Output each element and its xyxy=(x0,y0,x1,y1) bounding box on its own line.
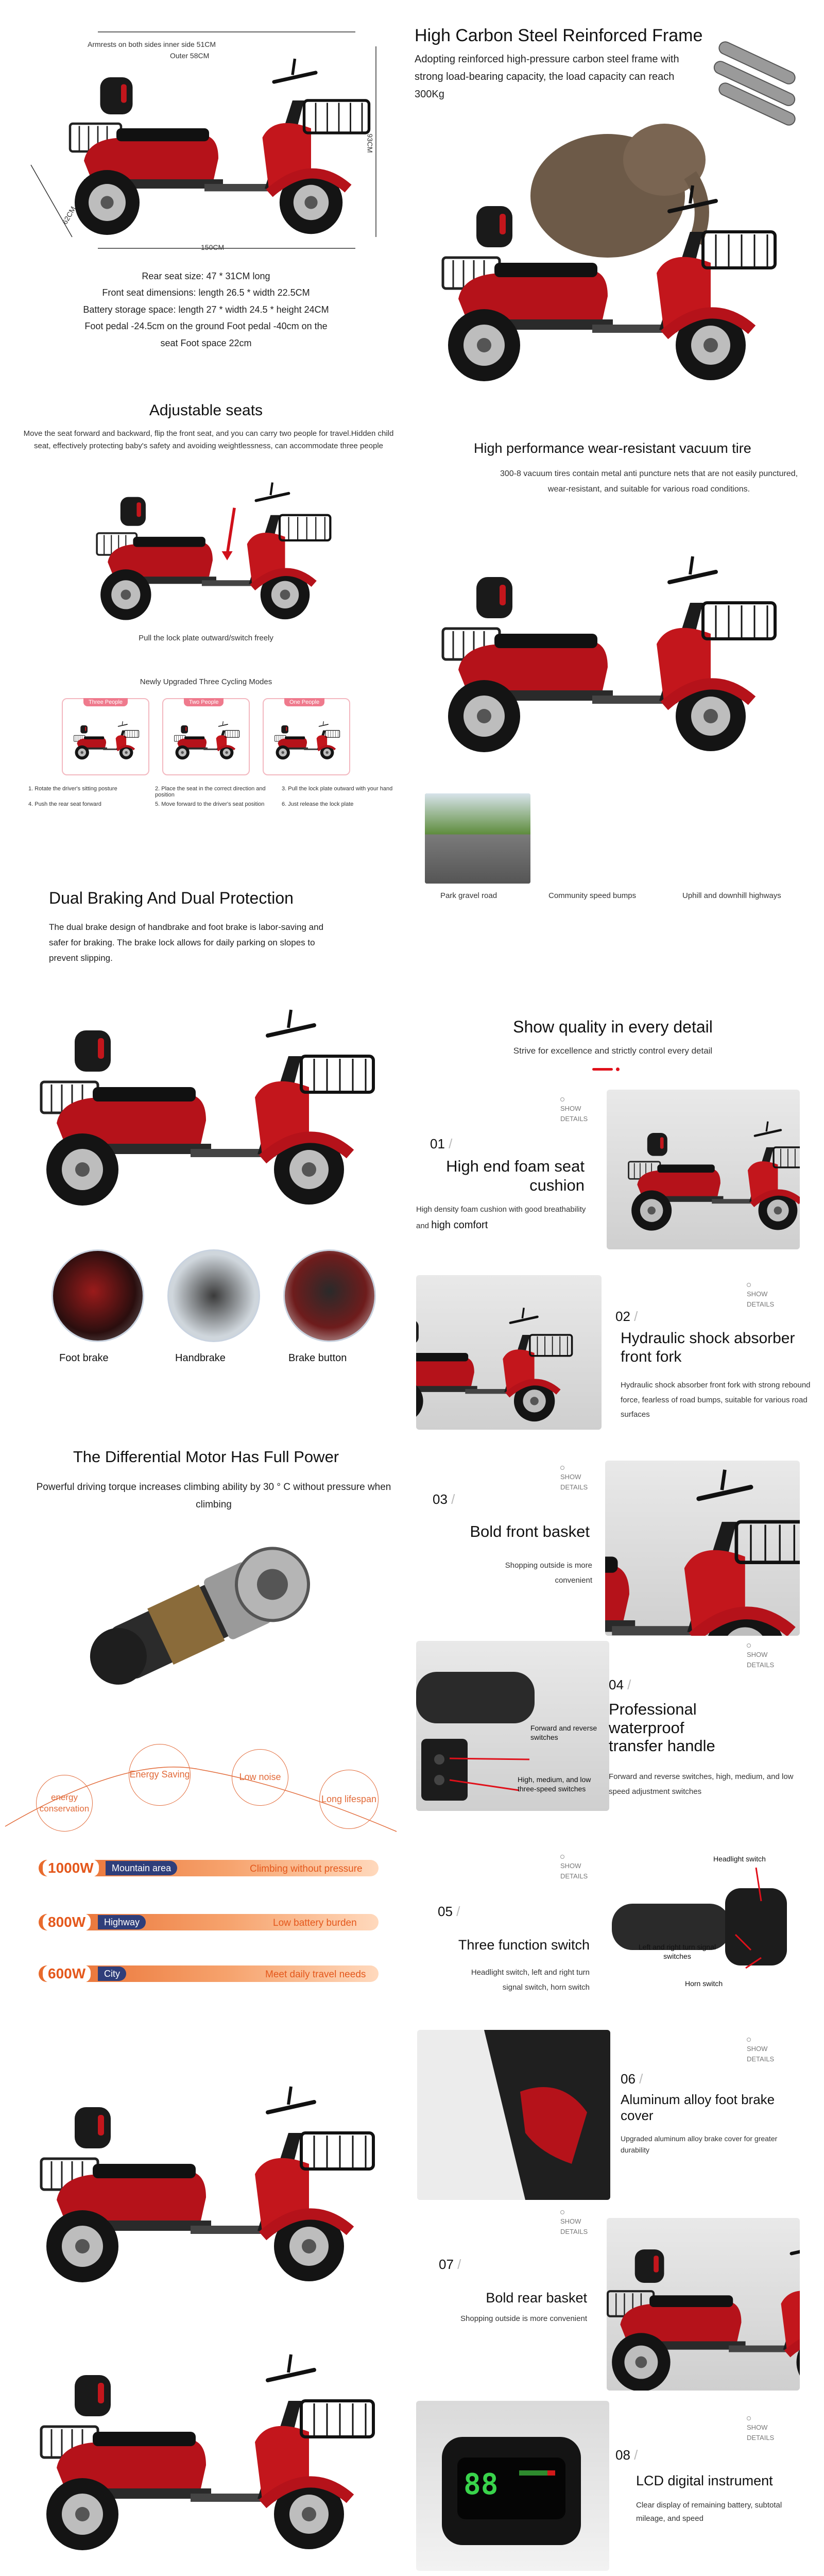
show-details-01: SHOW DETAILS xyxy=(560,1097,588,1124)
bubble-energy-saving: Energy Saving xyxy=(129,1744,191,1806)
handbrake-label: Handbrake xyxy=(175,1352,226,1364)
quality-title: Show quality in every detail xyxy=(513,1018,713,1036)
detail-desc-01: High density foam cushion with good breathability and high comfort xyxy=(416,1205,586,1231)
detail-title-05: Three function switch xyxy=(458,1937,590,1953)
detail-num-02: 02 / xyxy=(615,1309,638,1324)
detail-title-02: Hydraulic shock absorber front fork xyxy=(621,1330,795,1365)
detail-num-07: 07 / xyxy=(439,2257,461,2272)
modes-title: Newly Upgraded Three Cycling Modes xyxy=(140,677,272,686)
motor-title: The Differential Motor Has Full Power xyxy=(73,1448,339,1466)
bottom-trike-image-2 xyxy=(21,2324,402,2576)
armrest-label: Armrests on both sides inner side 51CM xyxy=(88,40,216,48)
frame-desc: Adopting reinforced high-pressure carbon steel frame with strong load-bearing capacity, the load capacity can reach 300Kg xyxy=(415,54,679,100)
step-1: 1. Rotate the driver's sitting posture xyxy=(28,786,117,792)
detail-title-08: LCD digital instrument xyxy=(636,2473,773,2488)
benefit-bubbles xyxy=(0,1734,402,1837)
detail-desc-04: Forward and reverse switches, high, medium, and low speed adjustment switches xyxy=(609,1772,794,1796)
quality-subtitle: Strive for excellence and strictly control every detail xyxy=(513,1046,713,1056)
tire-desc: 300-8 vacuum tires contain metal anti puncture nets that are not easily punctured, wear-resistant, and suitable for various road conditions. xyxy=(500,469,798,494)
scene-label-gravel: Park gravel road xyxy=(440,891,497,900)
frame-trike-image xyxy=(422,88,803,407)
show-details-05: SHOW DETAILS xyxy=(560,1855,588,1881)
detail-num-05: 05 / xyxy=(438,1904,460,1919)
handle-callout-forward: Forward and reverse switches xyxy=(530,1724,597,1742)
show-details-08: SHOW DETAILS xyxy=(747,2416,774,2443)
show-details-02: SHOW DETAILS xyxy=(747,1283,774,1309)
mode-two-people xyxy=(162,698,250,775)
scene-label-highway: Uphill and downhill highways xyxy=(682,891,781,900)
lcd-reading: 88 xyxy=(464,2468,499,2501)
foot-pedal: Foot pedal -24.5cm on the ground Foot pedal -40cm on the seat Foot space 22cm xyxy=(84,321,328,348)
motor-image xyxy=(62,1520,350,1705)
detail-desc-05: Headlight switch, left and right turn signal switch, horn switch xyxy=(471,1968,590,1992)
use-label: Highway xyxy=(98,1915,146,1929)
specs-text xyxy=(21,268,391,351)
mode-steps xyxy=(28,786,404,807)
bubble-low-noise: Low noise xyxy=(232,1749,288,1806)
modes-row xyxy=(62,698,350,791)
detail-desc-06: Upgraded aluminum alloy brake cover for greater durability xyxy=(621,2134,778,2155)
outer-label: Outer 58CM xyxy=(170,52,210,60)
tire-title: High performance wear-resistant vacuum tire xyxy=(474,440,751,456)
detail-num-08: 08 / xyxy=(615,2447,638,2463)
mode-one-people xyxy=(263,698,350,775)
foot-brake-image xyxy=(52,1249,144,1342)
title-underline xyxy=(592,1068,613,1071)
detail-desc-08: Clear display of remaining battery, subtotal mileage, and speed xyxy=(636,2501,782,2523)
benefit-1000: Climbing without pressure xyxy=(250,1863,363,1874)
detail-image-front-basket xyxy=(605,1461,800,1636)
step-3: 3. Pull the lock plate outward with your hand xyxy=(282,786,393,792)
detail-desc-02: Hydraulic shock absorber front fork with strong rebound force, fearless of road bumps, suitable for various road surfaces xyxy=(621,1381,811,1419)
mode-label: Three People xyxy=(83,698,128,706)
use-label: City xyxy=(98,1967,126,1981)
detail-image-lcd xyxy=(416,2401,609,2571)
battery-space: Battery storage space: length 27 * width 24.5 * height 24CM xyxy=(83,304,329,315)
benefit-800: Low battery burden xyxy=(273,1918,357,1928)
watt-label: 1000W xyxy=(43,1859,99,1877)
seats-trike-image xyxy=(82,459,350,644)
show-details-04: SHOW DETAILS xyxy=(747,1643,774,1670)
foot-brake-item xyxy=(49,1249,147,1352)
brake-button-image xyxy=(283,1249,376,1342)
detail-title-07: Bold rear basket xyxy=(486,2290,587,2306)
switch-callout-headlight: Headlight switch xyxy=(713,1855,766,1863)
detail-num-04: 04 / xyxy=(609,1677,631,1692)
step-6: 6. Just release the lock plate xyxy=(282,801,354,807)
road-scenes xyxy=(425,793,816,896)
bottom-trike-image-1 xyxy=(21,2056,402,2313)
brake-title: Dual Braking And Dual Protection xyxy=(49,889,294,907)
detail-image-seat xyxy=(607,1090,800,1249)
detail-image-switch xyxy=(607,1847,802,2017)
bubble-long-lifespan: Long lifespan xyxy=(319,1770,379,1829)
detail-image-rear-basket xyxy=(607,2218,800,2391)
title-underline-dot xyxy=(616,1067,620,1071)
brake-button-item xyxy=(281,1249,379,1352)
length-label: 150CM xyxy=(201,243,225,251)
detail-num-06: 06 / xyxy=(621,2071,643,2087)
rear-seat-size: Rear seat size: 47 * 31CM long xyxy=(142,271,270,281)
mode-label: One People xyxy=(284,698,324,706)
step-5: 5. Move forward to the driver's seat position xyxy=(155,801,265,807)
switch-callout-horn: Horn switch xyxy=(685,1979,723,1988)
benefit-600: Meet daily travel needs xyxy=(265,1969,366,1980)
motor-desc: Powerful driving torque increases climbing ability by 30 ° C without pressure when climbing xyxy=(36,1482,391,1511)
handbrake-image xyxy=(167,1249,260,1342)
brake-trike-image xyxy=(21,979,402,1236)
bubble-energy-conservation: energy conservation xyxy=(36,1775,93,1832)
show-details-03: SHOW DETAILS xyxy=(560,1466,588,1492)
detail-title-06: Aluminum alloy foot brake cover xyxy=(621,2092,775,2124)
mode-label: Two People xyxy=(184,698,224,706)
detail-title-03: Bold front basket xyxy=(470,1522,590,1540)
show-details-06: SHOW DETAILS xyxy=(747,2038,774,2064)
scene-highway xyxy=(425,793,530,884)
lock-caption: Pull the lock plate outward/switch freely xyxy=(139,634,273,642)
detail-title-04: Professional waterproof transfer handle xyxy=(609,1700,715,1755)
detail-num-03: 03 / xyxy=(433,1492,455,1507)
handbrake-item xyxy=(165,1249,263,1352)
power-bars xyxy=(39,1860,389,2025)
detail-desc-03: Shopping outside is more convenient xyxy=(505,1561,592,1585)
detail-image-fork xyxy=(416,1275,602,1430)
watt-label: 600W xyxy=(43,1965,91,1982)
step-4: 4. Push the rear seat forward xyxy=(28,801,101,807)
handle-callout-speed: High, medium, and low three-speed switches xyxy=(518,1775,591,1793)
tire-trike-image xyxy=(422,520,803,788)
brake-desc: The dual brake design of handbrake and foot brake is labor-saving and safer for braking. The brake lock allows for daily parking on slopes to prevent slipping. xyxy=(49,922,324,963)
step-2: 2. Place the seat in the correct direction and position xyxy=(155,786,266,798)
scene-label-bump: Community speed bumps xyxy=(548,891,637,900)
brake-button-label: Brake button xyxy=(288,1352,347,1364)
mode-three-people xyxy=(62,698,149,775)
watt-label: 800W xyxy=(43,1913,91,1931)
seats-title: Adjustable seats xyxy=(149,402,263,419)
detail-image-brake-cover xyxy=(417,2030,610,2200)
detail-num-01: 01 / xyxy=(430,1136,453,1151)
switch-callout-turn: Left and right turn signal switches xyxy=(638,1943,716,1961)
brake-items xyxy=(49,1249,379,1352)
foot-brake-label: Foot brake xyxy=(59,1352,109,1364)
show-details-07: SHOW DETAILS xyxy=(560,2210,588,2236)
width-label: 62CM xyxy=(60,205,77,226)
front-seat-size: Front seat dimensions: length 26.5 * width 22.5CM xyxy=(102,287,310,298)
detail-title-01: High end foam seat cushion xyxy=(446,1157,585,1195)
detail-desc-07: Shopping outside is more convenient xyxy=(460,2314,587,2323)
use-label: Mountain area xyxy=(106,1861,177,1875)
height-label: 93CM xyxy=(366,133,374,153)
frame-title: High Carbon Steel Reinforced Frame xyxy=(415,26,703,45)
seats-desc: Move the seat forward and backward, flip the front seat, and you can carry two people for travel.Hidden child seat, effectively protecting baby's safety and avoiding weightlessness, can accommodate three people xyxy=(23,429,394,450)
